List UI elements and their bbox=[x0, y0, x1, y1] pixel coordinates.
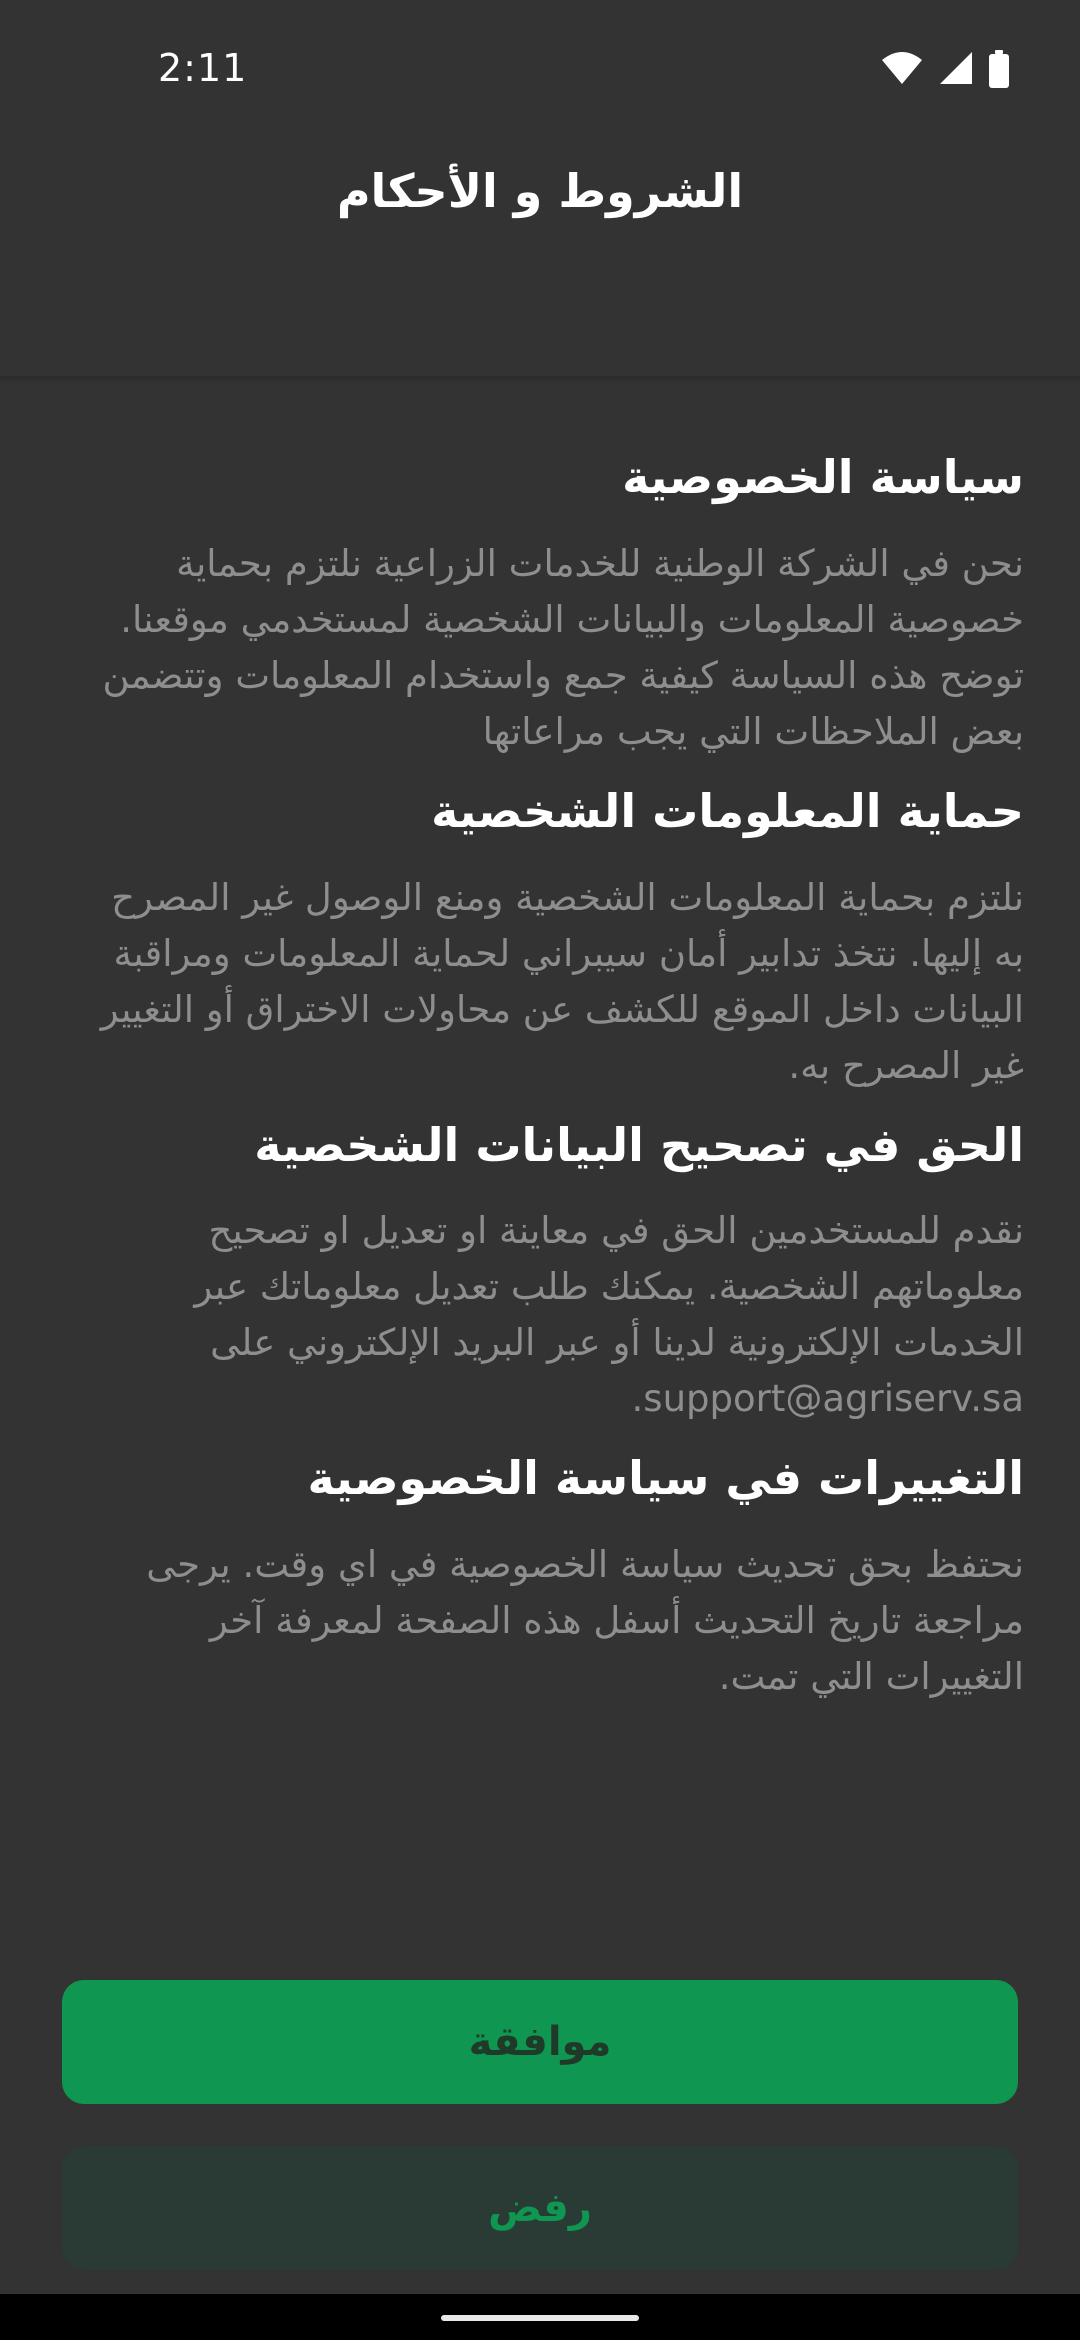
section-heading: حماية المعلومات الشخصية bbox=[431, 783, 1024, 838]
status-bar bbox=[0, 0, 1080, 140]
status-time: 2:11 bbox=[158, 46, 248, 90]
section-personal-info-protection bbox=[70, 782, 1024, 1094]
section-policy-changes bbox=[70, 1449, 1024, 1705]
section-heading: سياسة الخصوصية bbox=[622, 450, 1024, 504]
section-body: نلتزم بحماية المعلومات الشخصية ومنع الوصول غير المصرح به إليها. نتخذ تدابير أمان سيبراني لحماية المعلومات ومراقبة البيانات داخل الموقع للكشف عن محاولات الاختراق أو التغيير غير المصرح به. bbox=[100, 875, 1024, 1087]
section-privacy-policy bbox=[70, 448, 1024, 760]
navigation-bar bbox=[0, 2294, 1080, 2340]
section-body: نقدم للمستخدمين الحق في معاينة او تعديل او تصحيح معلوماتهم الشخصية. يمكنك طلب تعديل معلوماتك عبر الخدمات الإلكترونية لدينا أو عبر البريد الإلكتروني على support@agriserv.sa. bbox=[194, 1209, 1024, 1421]
reject-button[interactable]: رفض bbox=[62, 2146, 1018, 2270]
page-title: الشروط و الأحكام bbox=[336, 164, 744, 218]
section-heading: الحق في تصحيح البيانات الشخصية bbox=[254, 1117, 1024, 1172]
section-data-correction-right bbox=[70, 1116, 1024, 1428]
terms-content bbox=[70, 448, 1024, 1727]
status-icons bbox=[880, 48, 1010, 92]
cellular-signal-icon bbox=[938, 50, 974, 90]
section-body: نحن في الشركة الوطنية للخدمات الزراعية نلتزم بحماية خصوصية المعلومات والبيانات الشخصية لمستخدمي موقعنا. توضح هذه السياسة كيفية جمع واستخدام المعلومات وتتضمن بعض الملاحظات التي يجب مراعاتها bbox=[102, 541, 1024, 753]
accept-button[interactable]: موافقة bbox=[62, 1980, 1018, 2104]
section-body: نحتفظ بحق تحديث سياسة الخصوصية في اي وقت. يرجى مراجعة تاريخ التحديث أسفل هذه الصفحة لمعرفة آخر التغييرات التي تمت. bbox=[146, 1543, 1024, 1699]
battery-icon bbox=[988, 50, 1010, 90]
app-header bbox=[0, 140, 1080, 378]
home-indicator[interactable] bbox=[441, 2315, 639, 2321]
wifi-icon bbox=[880, 50, 924, 90]
section-heading: التغييرات في سياسة الخصوصية bbox=[307, 1451, 1024, 1506]
